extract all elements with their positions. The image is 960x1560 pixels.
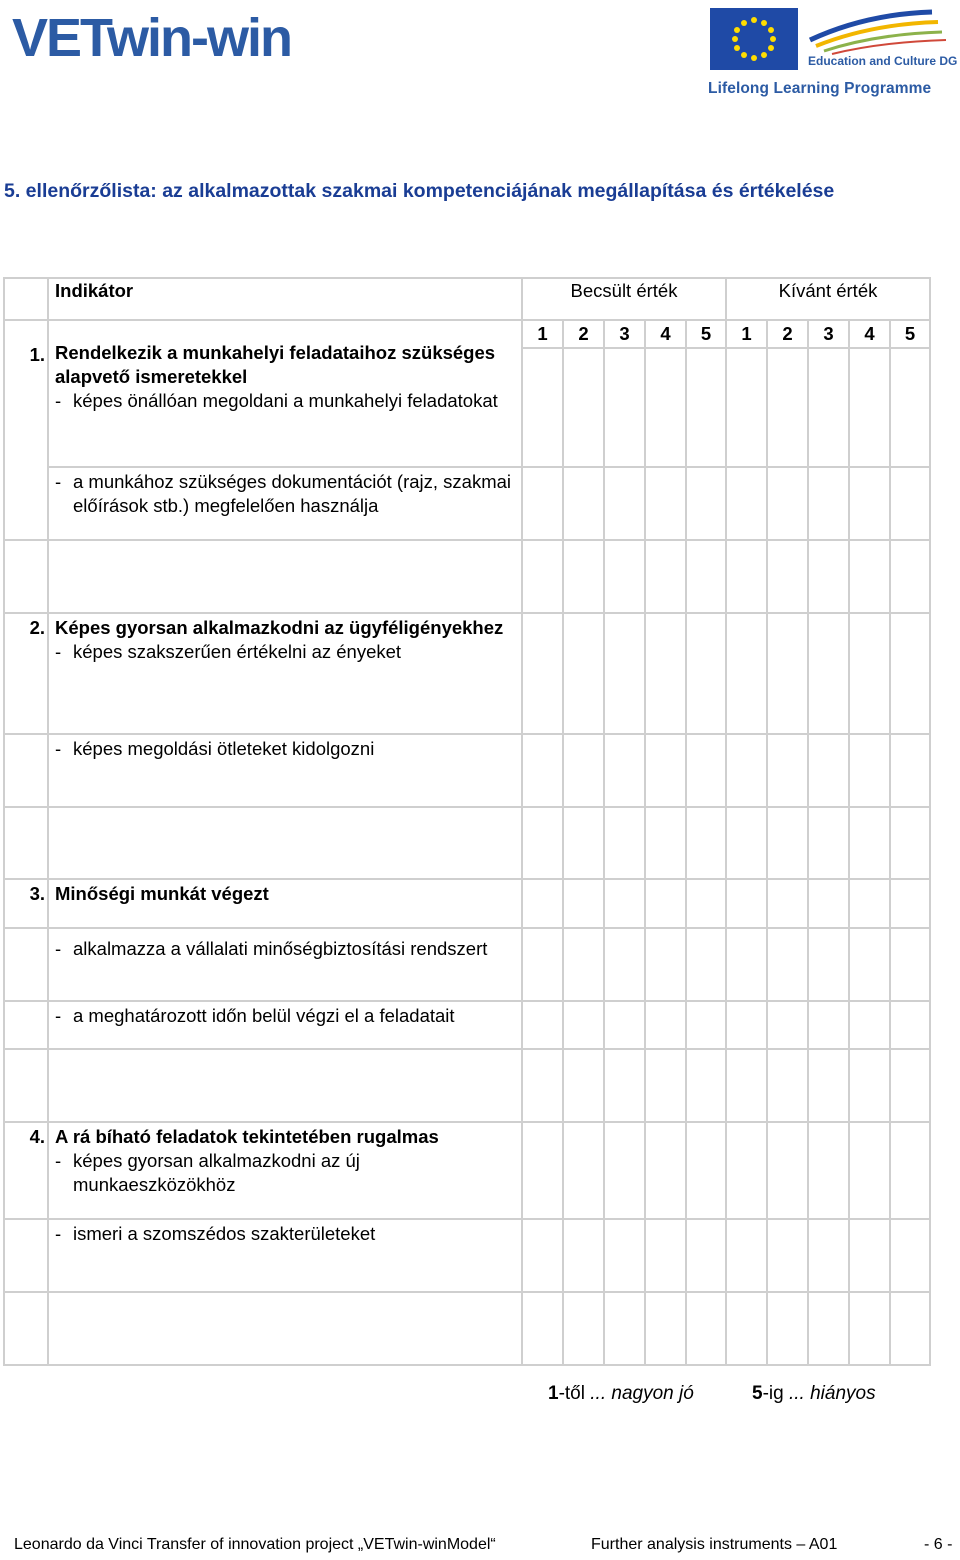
table-row [4,1001,930,1049]
rating-cell[interactable] [808,1122,849,1219]
rating-cell[interactable] [726,1001,767,1049]
rating-cell[interactable] [604,1219,645,1292]
table-row [4,1292,930,1365]
rating-cell[interactable] [645,540,686,613]
empty-cell [4,1292,48,1365]
scale-cell: 1 [726,320,767,348]
rating-cell[interactable] [767,928,808,1001]
rating-cell[interactable] [604,1292,645,1365]
rating-cell[interactable] [767,540,808,613]
rating-cell[interactable] [726,467,767,540]
table-row [4,1219,930,1292]
rating-cell[interactable] [522,1049,563,1122]
rating-cell[interactable] [767,348,808,467]
rating-cell[interactable] [726,348,767,467]
empty-cell [4,1049,48,1122]
legend-to-number: 5 [752,1383,763,1404]
section-number: 3. [4,879,48,928]
rating-cell[interactable] [563,613,604,734]
rating-cell[interactable] [890,1001,930,1049]
rating-cell[interactable] [522,1001,563,1049]
table-row [4,734,930,807]
rating-cell[interactable] [604,467,645,540]
rating-cell[interactable] [767,613,808,734]
header-estimated-value: Becsült érték [522,278,726,320]
education-swoosh-icon [810,12,946,54]
rating-cell[interactable] [767,1122,808,1219]
rating-cell[interactable] [767,734,808,807]
rating-cell[interactable] [808,1219,849,1292]
rating-cell[interactable] [767,879,808,928]
empty-cell [48,540,522,613]
footer-project: Leonardo da Vinci Transfer of innovation project „VETwin-winModel“ [14,1536,496,1553]
item-text: képes megoldási ötleteket kidolgozni [73,738,375,759]
rating-cell[interactable] [726,1292,767,1365]
rating-cell[interactable] [849,928,890,1001]
rating-cell[interactable] [563,1122,604,1219]
section-number: 1. [4,320,48,540]
rating-cell[interactable] [890,348,930,467]
rating-cell[interactable] [563,879,604,928]
rating-cell[interactable] [686,1049,726,1122]
rating-cell[interactable] [686,1122,726,1219]
empty-cell [48,1049,522,1122]
section-heading: Képes gyorsan alkalmazkodni az ügyféligényekhez [55,617,504,638]
rating-cell[interactable] [686,613,726,734]
rating-cell[interactable] [522,613,563,734]
rating-cell[interactable] [808,1049,849,1122]
rating-cell[interactable] [563,807,604,879]
scale-cell: 2 [563,320,604,348]
rating-cell[interactable] [522,734,563,807]
rating-cell[interactable] [563,348,604,467]
item-text: képes szakszerűen értékelni az ényeket [73,641,402,662]
footer-page-number: - 6 - [924,1536,953,1553]
rating-cell[interactable] [808,348,849,467]
rating-cell[interactable] [686,348,726,467]
list-item: - alkalmazza a vállalati minőségbiztosítási rendszert [48,928,522,1001]
rating-cell[interactable] [645,467,686,540]
table-row [4,540,930,613]
rating-cell[interactable] [726,879,767,928]
rating-cell[interactable] [522,1219,563,1292]
item-text: ismeri a szomszédos szakterületeket [73,1223,376,1244]
table-row [4,807,930,879]
rating-cell[interactable] [604,879,645,928]
rating-cell[interactable] [522,928,563,1001]
table-header-row [4,278,930,320]
scale-cell: 5 [890,320,930,348]
rating-cell[interactable] [849,1122,890,1219]
rating-cell[interactable] [726,613,767,734]
rating-cell[interactable] [849,540,890,613]
rating-cell[interactable] [808,807,849,879]
rating-cell[interactable] [686,928,726,1001]
rating-cell[interactable] [645,734,686,807]
rating-cell[interactable] [645,1049,686,1122]
rating-cell[interactable] [604,540,645,613]
item-text: a meghatározott időn belül végzi el a feladatait [73,1005,455,1026]
rating-cell[interactable] [849,879,890,928]
section-number: 2. [4,613,48,734]
legend-to-suffix: -ig [762,1383,784,1404]
table-row [4,467,930,540]
rating-cell[interactable] [890,807,930,879]
vetwin-win-logo [12,8,332,64]
list-item: - képes szakszerűen értékelni az ényeket [55,641,402,662]
empty-cell [4,540,48,613]
list-item: - képes megoldási ötleteket kidolgozni [48,734,522,807]
rating-cell[interactable] [849,1219,890,1292]
rating-cell[interactable] [686,1001,726,1049]
header-indicator: Indikátor [48,278,522,320]
rating-cell[interactable] [808,879,849,928]
rating-cell[interactable] [686,807,726,879]
section-number: 4. [4,1122,48,1219]
rating-cell[interactable] [686,734,726,807]
item-text: képes önállóan megoldani a munkahelyi feladatokat [73,390,498,411]
rating-cell[interactable] [604,613,645,734]
rating-cell[interactable] [890,1122,930,1219]
rating-cell[interactable] [604,734,645,807]
rating-cell[interactable] [890,928,930,1001]
rating-cell[interactable] [604,807,645,879]
section-2-indicator [48,613,522,734]
rating-cell[interactable] [849,807,890,879]
rating-cell[interactable] [522,348,563,467]
item-text: képes gyorsan alkalmazkodni az új munkaeszközökhöz [73,1150,360,1195]
list-item: - képes önállóan megoldani a munkahelyi feladatokat [55,390,498,411]
scale-row [4,320,930,348]
scale-cell: 4 [849,320,890,348]
rating-cell[interactable] [849,1049,890,1122]
rating-cell[interactable] [522,540,563,613]
section-heading: A rá bíható feladatok tekintetében rugalmas [55,1126,439,1147]
rating-cell[interactable] [726,1219,767,1292]
table-row [4,879,930,928]
list-item: - a munkához szükséges dokumentációt (rajz, szakmai előírások stb.) megfelelően használja [48,467,522,540]
scale-cell: 3 [808,320,849,348]
scale-cell: 5 [686,320,726,348]
rating-cell[interactable] [604,1122,645,1219]
empty-cell [4,1219,48,1292]
rating-cell[interactable] [808,1001,849,1049]
rating-cell[interactable] [563,1292,604,1365]
rating-cell[interactable] [522,879,563,928]
legend-from-number: 1 [548,1383,559,1404]
rating-cell[interactable] [522,467,563,540]
rating-cell[interactable] [645,1001,686,1049]
rating-cell[interactable] [849,1001,890,1049]
empty-cell [4,734,48,807]
rating-cell[interactable] [890,540,930,613]
rating-cell[interactable] [767,1049,808,1122]
rating-cell[interactable] [563,467,604,540]
table-row [4,928,930,1001]
rating-cell[interactable] [890,613,930,734]
empty-cell [4,1001,48,1049]
rating-cell[interactable] [767,1292,808,1365]
rating-cell[interactable] [686,1292,726,1365]
rating-cell[interactable] [604,1001,645,1049]
rating-cell[interactable] [563,734,604,807]
rating-cell[interactable] [686,1219,726,1292]
rating-cell[interactable] [604,348,645,467]
scale-cell: 4 [645,320,686,348]
table-row [4,1049,930,1122]
rating-cell[interactable] [726,540,767,613]
rating-cell[interactable] [890,1292,930,1365]
rating-cell[interactable] [890,1049,930,1122]
header-num-cell [4,278,48,320]
section-heading: Rendelkezik a munkahelyi feladataihoz szükséges alapvető ismeretekkel [55,342,496,387]
rating-cell[interactable] [522,1122,563,1219]
rating-cell[interactable] [849,467,890,540]
rating-cell[interactable] [563,1001,604,1049]
legend-to-text: ... hiányos [788,1383,876,1404]
rating-cell[interactable] [767,807,808,879]
section-heading: Minőségi munkát végezt [48,879,522,928]
legend-best [548,1383,694,1405]
empty-cell [4,807,48,879]
table-row [4,613,930,734]
rating-cell[interactable] [849,1292,890,1365]
rating-cell[interactable] [890,1219,930,1292]
rating-cell[interactable] [563,540,604,613]
rating-cell[interactable] [767,467,808,540]
scale-cell: 1 [522,320,563,348]
rating-cell[interactable] [849,734,890,807]
rating-cell[interactable] [808,467,849,540]
scale-cell: 3 [604,320,645,348]
programme-label: Lifelong Learning Programme [708,80,932,97]
list-item: - képes gyorsan alkalmazkodni az új munkaeszközökhöz [55,1149,521,1197]
eu-dg-label: Education and Culture DG [808,54,958,68]
page-title: 5. ellenőrzőlista: az alkalmazottak szakmai kompetenciájának megállapítása és értékelése [4,180,835,202]
scale-cell: 2 [767,320,808,348]
rating-cell[interactable] [645,928,686,1001]
rating-cell[interactable] [890,734,930,807]
legend-worst [752,1383,876,1405]
rating-cell[interactable] [767,1219,808,1292]
rating-cell[interactable] [808,734,849,807]
rating-cell[interactable] [563,1219,604,1292]
empty-cell [4,928,48,1001]
competency-checklist-table [3,277,931,1366]
rating-cell[interactable] [767,1001,808,1049]
rating-cell[interactable] [645,1219,686,1292]
rating-cell[interactable] [849,348,890,467]
rating-cell[interactable] [645,807,686,879]
rating-cell[interactable] [563,1049,604,1122]
rating-cell[interactable] [726,1049,767,1122]
rating-cell[interactable] [849,613,890,734]
rating-cell[interactable] [522,807,563,879]
rating-cell[interactable] [645,879,686,928]
rating-cell[interactable] [686,467,726,540]
empty-cell [48,1292,522,1365]
list-item: - ismeri a szomszédos szakterületeket [48,1219,522,1292]
rating-cell[interactable] [645,613,686,734]
rating-cell[interactable] [726,1122,767,1219]
section-1-indicator [48,320,522,467]
empty-cell [48,807,522,879]
rating-cell[interactable] [808,613,849,734]
rating-cell[interactable] [726,734,767,807]
rating-cell[interactable] [645,1122,686,1219]
item-text: a munkához szükséges dokumentációt (rajz, szakmai előírások stb.) megfelelően használja [73,471,512,516]
rating-cell[interactable] [726,928,767,1001]
section-4-indicator [48,1122,522,1219]
rating-cell[interactable] [808,1292,849,1365]
rating-cell[interactable] [890,879,930,928]
list-item: - a meghatározott időn belül végzi el a feladatait [48,1001,522,1049]
vetwin-logo-text: VETwin-win [12,8,291,64]
rating-cell[interactable] [604,1049,645,1122]
header-desired-value: Kívánt érték [726,278,930,320]
rating-cell[interactable] [686,879,726,928]
item-text: alkalmazza a vállalati minőségbiztosítási rendszert [73,938,488,959]
rating-cell[interactable] [686,540,726,613]
rating-cell[interactable] [604,928,645,1001]
rating-cell[interactable] [890,467,930,540]
rating-cell[interactable] [808,540,849,613]
rating-cell[interactable] [726,807,767,879]
footer-section: Further analysis instruments – A01 [591,1536,838,1553]
table-row [4,1122,930,1219]
rating-cell[interactable] [563,928,604,1001]
legend-from-text: ... nagyon jó [590,1383,694,1404]
rating-cell[interactable] [645,348,686,467]
rating-cell[interactable] [808,928,849,1001]
rating-cell[interactable] [645,1292,686,1365]
legend-from-suffix: -től [558,1383,585,1404]
rating-cell[interactable] [522,1292,563,1365]
